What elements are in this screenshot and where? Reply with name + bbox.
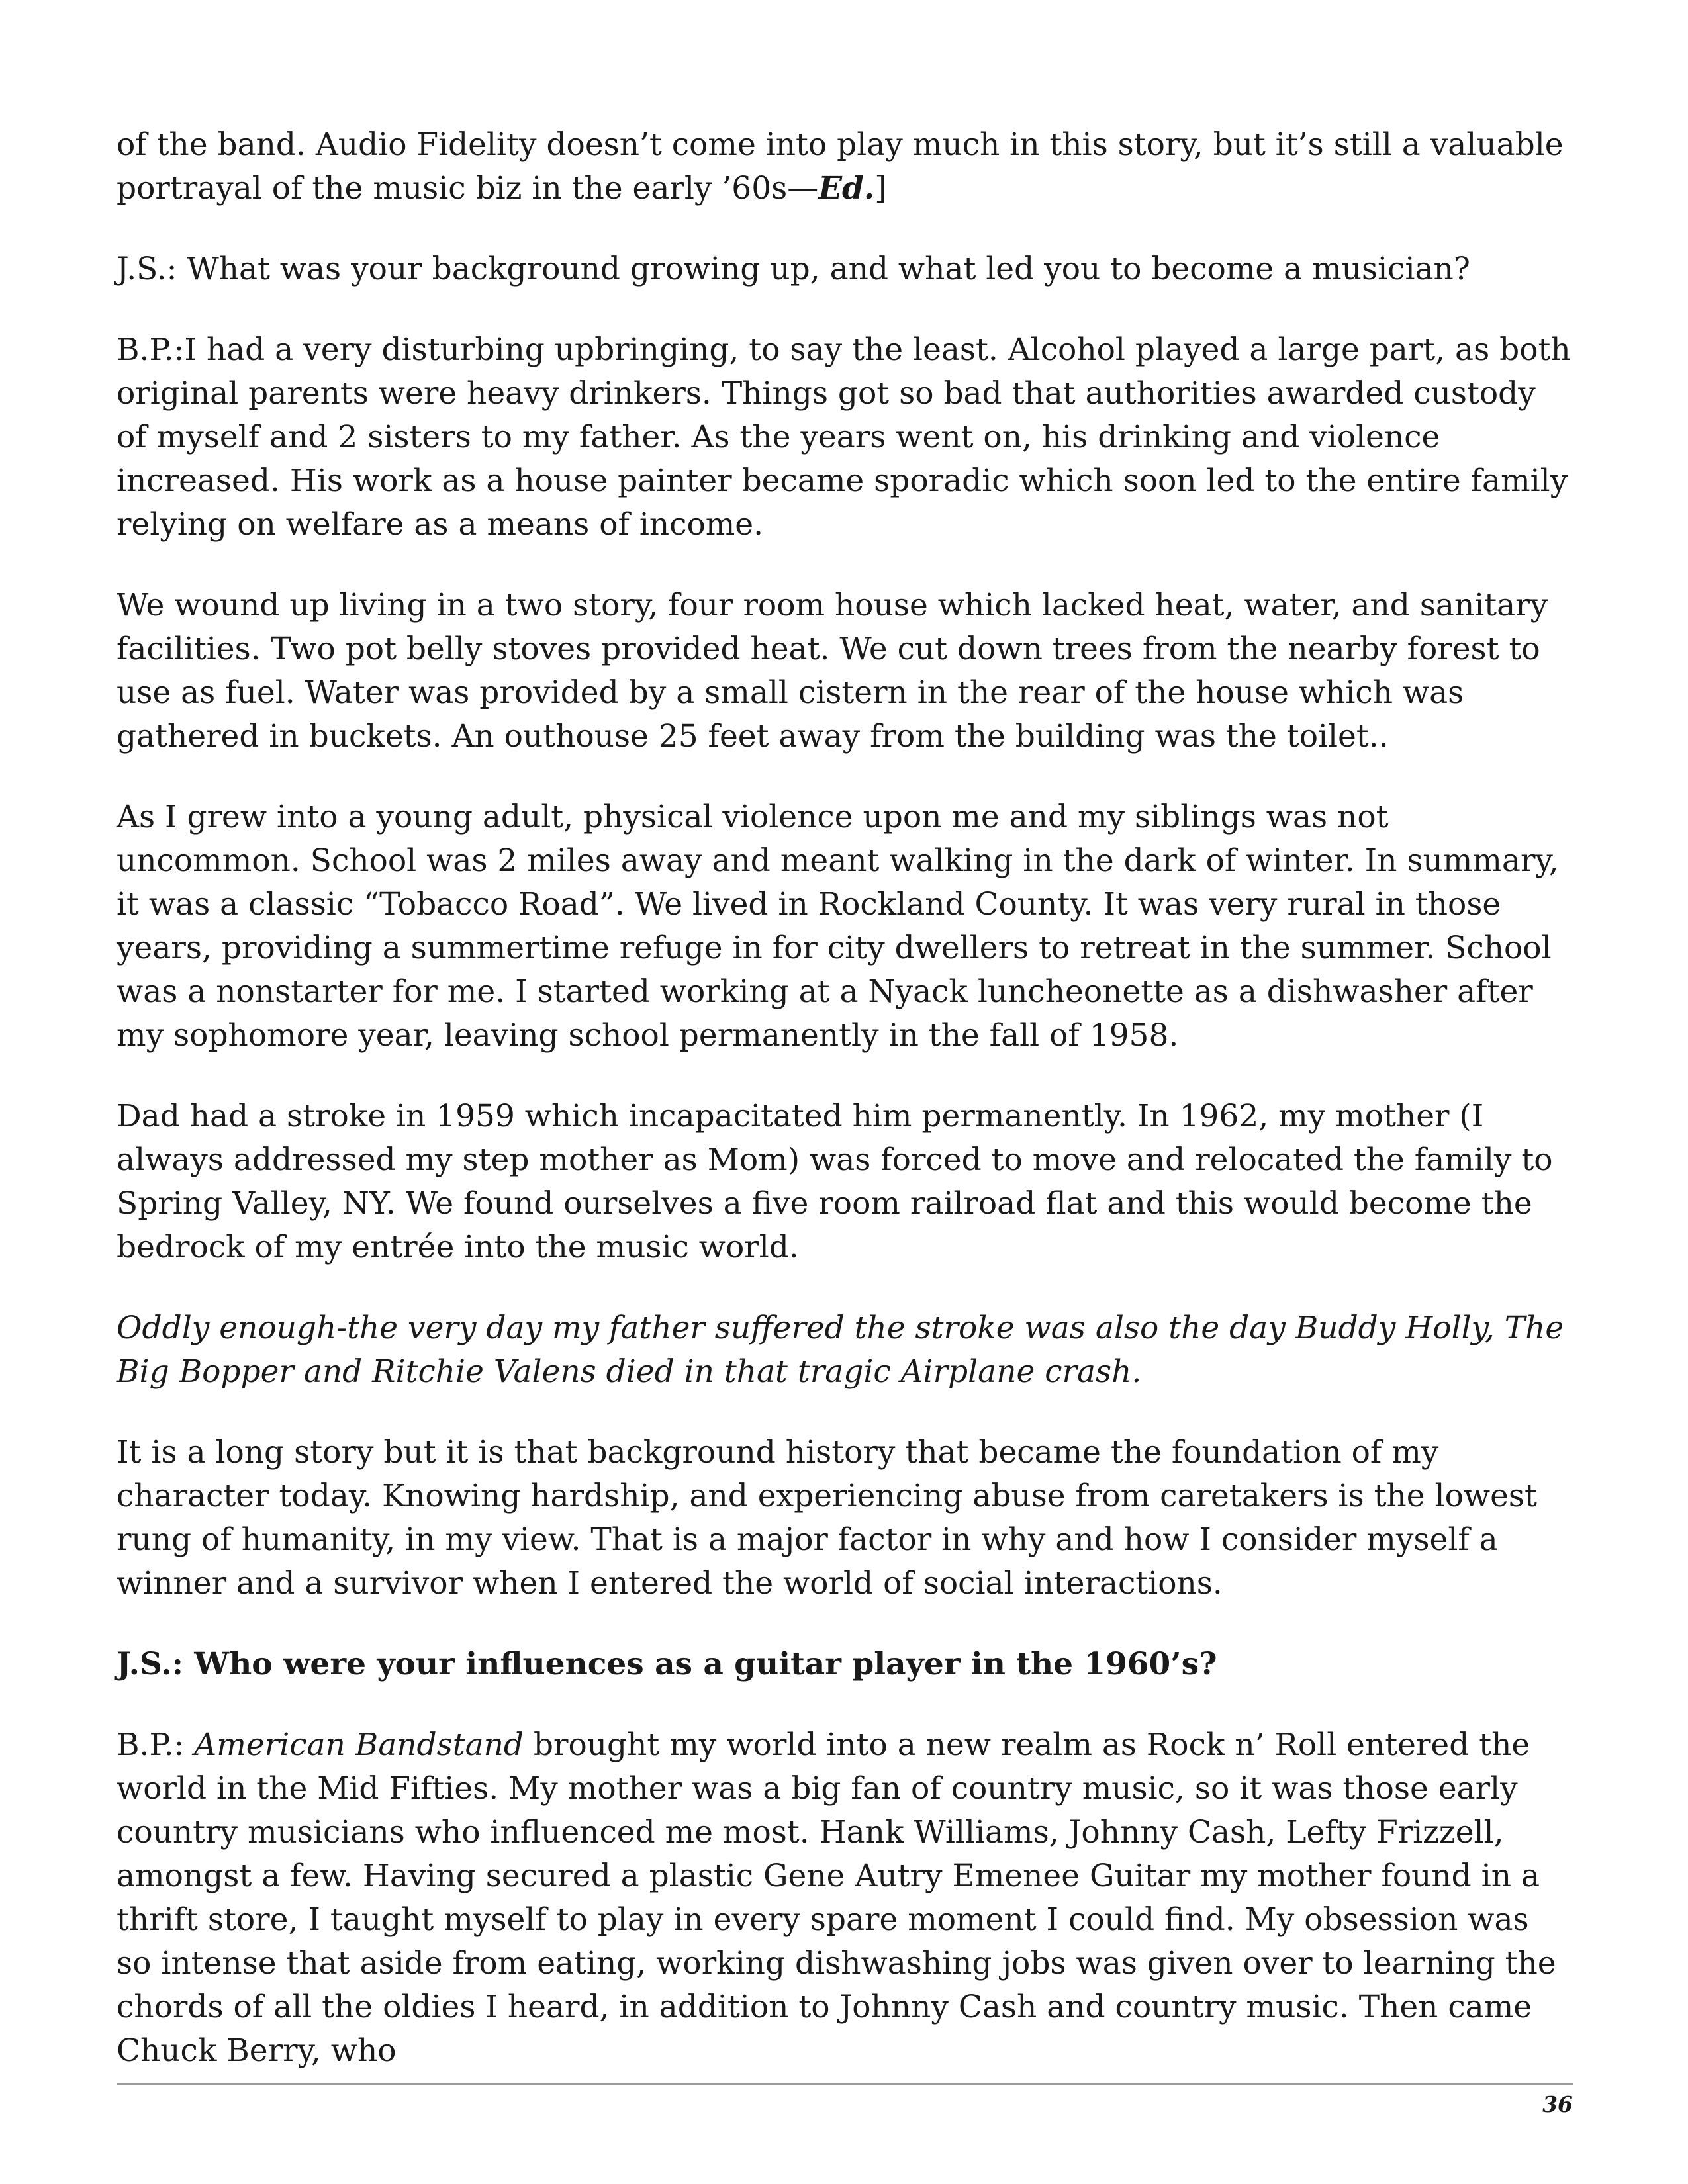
intro-note-paragraph <box>117 123 1573 210</box>
editor-mark: Ed. <box>818 170 875 206</box>
intro-note-text: of the band. Audio Fidelity doesn’t come into play much in this story, but it’s still a valuable portrayal of the music biz in the early ’60s— <box>117 126 1564 206</box>
answer-2-paragraph <box>117 1723 1573 2073</box>
footer-divider <box>117 2083 1573 2085</box>
answer-1-closing-paragraph: It is a long story but it is that background history that became the foundation of my character today. Knowing hardship, and experiencing abuse from caretakers is the lowest rung of humanity, in my view. That is a major factor in why and how I consider myself a winner and a survivor when I entered the world of social interactions. <box>117 1434 1537 1602</box>
answer-1-paragraph-2: We wound up living in a two story, four room house which lacked heat, water, and sanitary facilities. Two pot belly stoves provided heat. We cut down trees from the nearby forest to use as fuel. Water was provided by a small cistern in the rear of the house which was gathered in buckets. An outhouse 25 feet away from the building was the toilet.. <box>117 587 1548 754</box>
answer-1-paragraph-4: Dad had a stroke in 1959 which incapacitated him permanently. In 1962, my mother (I always addressed my step mother as Mom) was forced to move and relocated the family to Spring Valley, NY. We found ourselves a five room railroad flat and this would become the bedrock of my entrée into the music world. <box>117 1098 1553 1265</box>
show-title: American Bandstand <box>194 1727 524 1763</box>
question-1: J.S.: What was your background growing up, and what led you to become a musician? <box>117 251 1470 287</box>
question-2: J.S.: Who were your influences as a guitar player in the 1960’s? <box>117 1646 1217 1682</box>
answer-2-prefix: B.P.: <box>117 1727 195 1763</box>
aside-italic-paragraph: Oddly enough-the very day my father suffered the stroke was also the day Buddy Holly, The Big Bopper and Ritchie Valens died in that tragic Airplane crash. <box>117 1310 1564 1390</box>
intro-note-closing: ] <box>874 170 887 206</box>
page-number: 36 <box>1542 2091 1573 2117</box>
answer-2-text: brought my world into a new realm as Rock n’ Roll entered the world in the Mid Fifties. My mother was a big fan of country music, so it was those early country musicians who influenced me most. Hank Williams, Johnny Cash, Lefty Frizzell, amongst a few. Having secured a plastic Gene Autry Emenee Guitar my mother found in a thrift store, I taught myself to play in every spare moment I could find. My obsession was so intense that aside from eating, working dishwashing jobs was given over to learning the chords of all the oldies I heard, in addition to Johnny Cash and country music. Then came Chuck Berry, who <box>117 1727 1556 2069</box>
answer-1-paragraph-1: B.P.:I had a very disturbing upbringing, to say the least. Alcohol played a large part, as both original parents were heavy drinkers. Things got so bad that authorities awarded custody of myself and 2 sisters to my father. As the years went on, his drinking and violence increased. His work as a house painter became sporadic which soon led to the entire family relying on welfare as a means of income. <box>117 332 1571 543</box>
article-body <box>117 123 1573 2110</box>
answer-1-paragraph-3: As I grew into a young adult, physical violence upon me and my siblings was not uncommon. School was 2 miles away and meant walking in the dark of winter. In summary, it was a classic “Tobacco Road”. We lived in Rockland County. It was very rural in those years, providing a summertime refuge in for city dwellers to retreat in the summer. School was a nonstarter for me. I started working at a Nyack luncheonette as a dishwasher after my sophomore year, leaving school permanently in the fall of 1958. <box>117 799 1559 1054</box>
